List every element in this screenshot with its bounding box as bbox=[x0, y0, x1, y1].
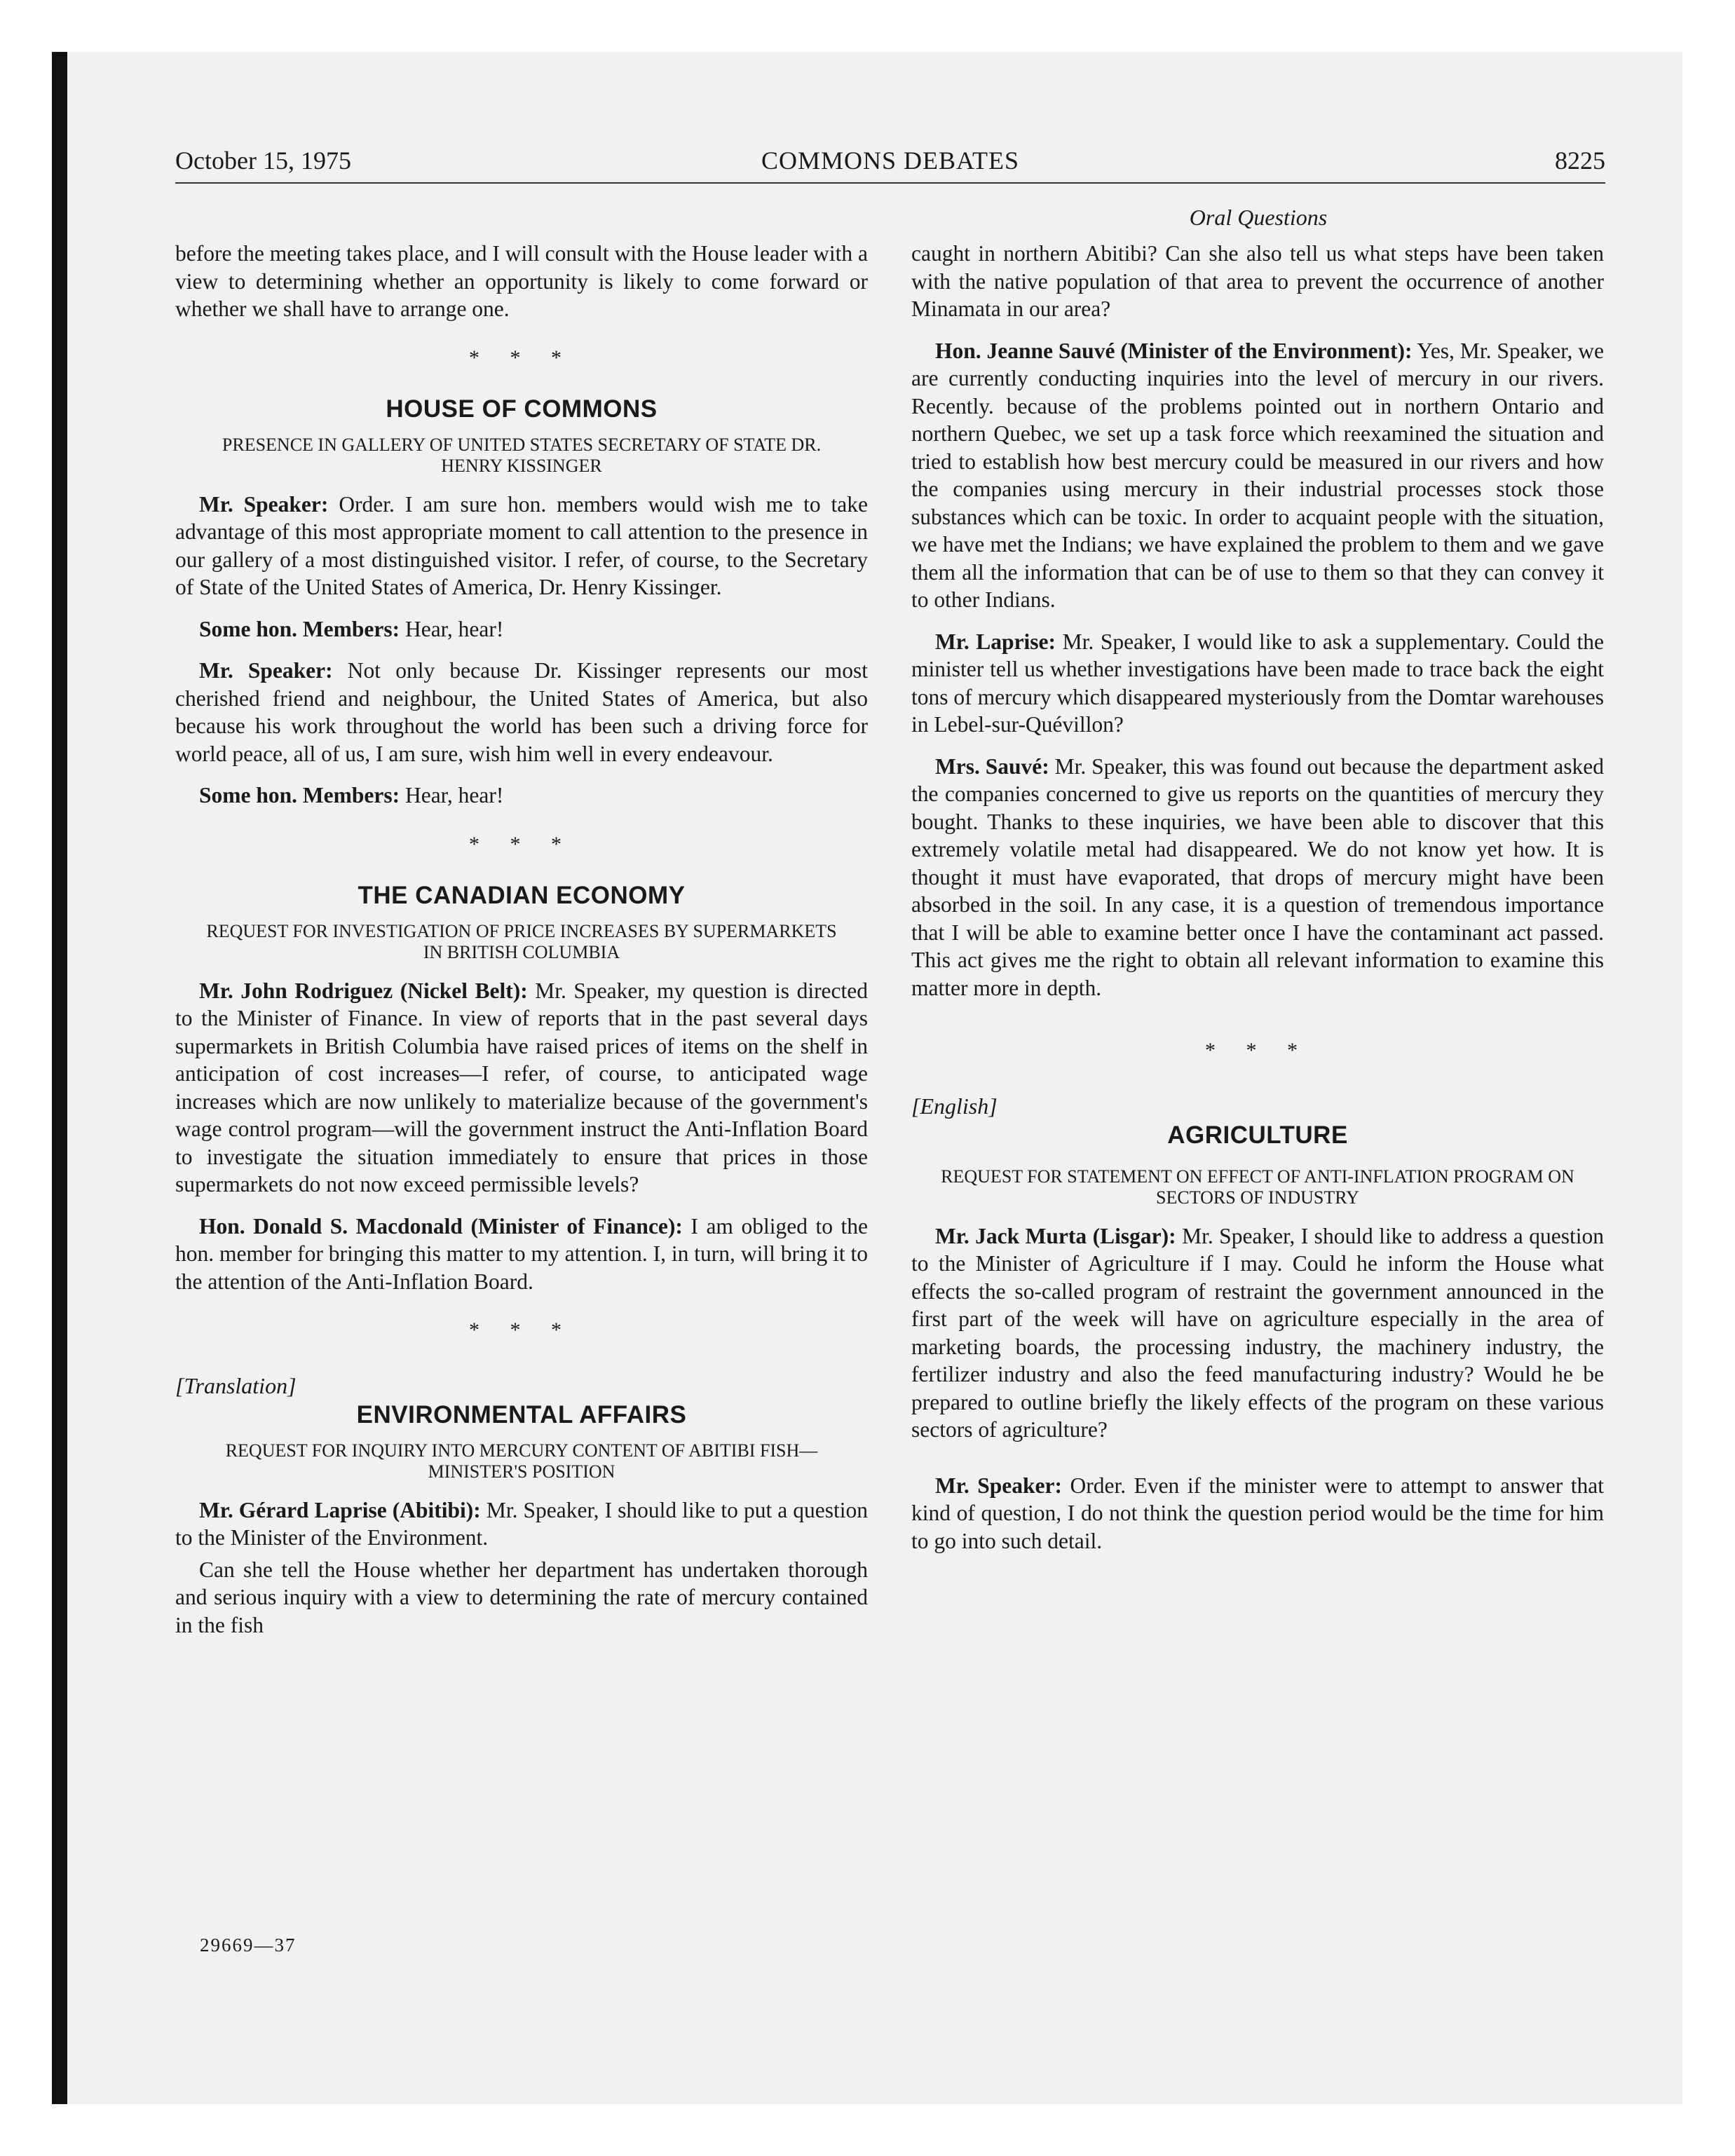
speech-text: Order. Even if the minister were to attempt to answer that kind of question, I do not think the question period would be the time for him to go into such detail. bbox=[911, 1473, 1604, 1553]
running-head: Oral Questions bbox=[1189, 205, 1328, 230]
section-divider: * * * bbox=[469, 1318, 574, 1342]
paragraph bbox=[911, 753, 1604, 1002]
section-subhead: REQUEST FOR STATEMENT ON EFFECT OF ANTI-INFLATION PROGRAM ON SECTORS OF INDUSTRY bbox=[941, 1166, 1574, 1208]
section-title: HOUSE OF COMMONS bbox=[386, 395, 658, 423]
header-title: COMMONS DEBATES bbox=[761, 146, 1020, 175]
section-title: THE CANADIAN ECONOMY bbox=[358, 882, 686, 909]
page-header bbox=[175, 146, 1605, 184]
section-subhead: REQUEST FOR INQUIRY INTO MERCURY CONTENT OF ABITIBI FISH—MINISTER'S POSITION bbox=[225, 1440, 818, 1482]
section-title: AGRICULTURE bbox=[1167, 1121, 1348, 1149]
paragraph bbox=[175, 657, 868, 767]
header-date: October 15, 1975 bbox=[175, 146, 351, 175]
speaker-name: Mr. Speaker: bbox=[199, 491, 329, 517]
speaker-name: Some hon. Members: bbox=[199, 616, 400, 641]
paragraph bbox=[175, 1213, 868, 1296]
paragraph: Can she tell the House whether her department has undertaken thorough and serious inquiry with a view to determining the rate of mercury contained in the fish bbox=[175, 1557, 868, 1637]
speech-text: Mr. Speaker, I should like to put a question to the Minister of the Environment. bbox=[175, 1497, 868, 1550]
paragraph bbox=[911, 1222, 1604, 1444]
paragraph bbox=[911, 1472, 1604, 1555]
section-divider: * * * bbox=[469, 346, 574, 369]
speaker-name: Mr. Gérard Laprise (Abitibi): bbox=[199, 1497, 481, 1522]
section-subhead: REQUEST FOR INVESTIGATION OF PRICE INCREASES BY SUPERMARKETS IN BRITISH COLUMBIA bbox=[206, 920, 837, 962]
language-marker: [Translation] bbox=[175, 1372, 297, 1398]
speaker-name: Hon. Donald S. Macdonald (Minister of Finance): bbox=[199, 1213, 683, 1239]
speech-text: Mr. Speaker, I should like to address a question to the Minister of Agriculture if I may. Could he inform the House what effects the so-called program of restraint the government announced in the first part of the week will have on agriculture especially in the area of marketing boards, the processing industry, the machinery industry, the fertilizer industry and also the feed manufacturing industry? Would he be prepared to outline briefly the likely effects of the program on these various sectors of agriculture? bbox=[911, 1223, 1605, 1442]
speech-text: I am obliged to the hon. member for bringing this matter to my attention. I, in turn, will bring it to the attention of the Anti-Inflation Board. bbox=[175, 1213, 868, 1294]
speaker-name: Some hon. Members: bbox=[199, 783, 400, 807]
paragraph bbox=[175, 977, 868, 1199]
page-number: 8225 bbox=[1555, 146, 1605, 175]
speaker-name: Mrs. Sauvé: bbox=[935, 753, 1049, 779]
paragraph bbox=[175, 1496, 868, 1552]
right-column bbox=[911, 240, 1604, 1555]
speaker-name: Mr. John Rodriguez (Nickel Belt): bbox=[199, 978, 528, 1003]
section-title: ENVIRONMENTAL AFFAIRS bbox=[356, 1401, 687, 1428]
paragraph bbox=[911, 628, 1604, 739]
paragraph bbox=[175, 782, 868, 810]
speech-text: Hear, hear! bbox=[404, 616, 504, 641]
paragraph bbox=[175, 491, 868, 601]
paragraph bbox=[175, 615, 868, 643]
paragraph: caught in northern Abitibi? Can she also tell us what steps have been taken with the native population of that area to prevent the occurrence of another Minamata in our area? bbox=[911, 241, 1604, 321]
section-divider: * * * bbox=[469, 832, 574, 856]
language-marker: [English] bbox=[911, 1093, 998, 1119]
section-divider: * * * bbox=[1205, 1039, 1310, 1062]
paragraph: before the meeting takes place, and I will consult with the House leader with a view to determining whether an opportunity is likely to come forward or whether we shall have to arrange one. bbox=[175, 241, 868, 321]
speech-text: Hear, hear! bbox=[404, 783, 504, 807]
speech-text: Not only because Dr. Kissinger represents our most cherished friend and neighbour, the United States of America, but also because his work throughout the world has been such a driving force for world peace, all of us, I am sure, wish him well in every endeavour. bbox=[175, 658, 869, 766]
speaker-name: Mr. Jack Murta (Lisgar): bbox=[935, 1223, 1176, 1248]
speaker-name: Mr. Speaker: bbox=[199, 658, 333, 683]
paragraph bbox=[911, 337, 1604, 614]
speech-text: Order. I am sure hon. members would wish me to take advantage of this most appropriate moment to call attention to the presence in our gallery of a most distinguished visitor. I refer, of course, to the Secretary of State of the United States of America, Dr. Henry Kissinger. bbox=[175, 491, 868, 599]
speech-text: Yes, Mr. Speaker, we are currently conducting inquiries into the level of mercury in our rivers. Recently. because of the problems pointed out in northern Ontario and northern Quebec, we set up a task force which reexamined the situation and tried to establish how best mercury could be measured in our rivers and how the companies using mercury in their industrial processes stock those substances which can be toxic. In order to acquaint people with the situation, we have met the Indians; we have explained the problem to them and we gave them all the information that can be of use to them so that they can convey it to other Indians. bbox=[911, 338, 1605, 612]
scan-edge bbox=[52, 52, 67, 2104]
speaker-name: Mr. Speaker: bbox=[935, 1473, 1062, 1498]
speech-text: Mr. Speaker, my question is directed to the Minister of Finance. In view of reports that in the past several days supermarkets in British Columbia have raised prices of items on the shelf in anticipation of cost increases—I refer, of course, to anticipated wage increases which are now unlikely to materialize because of the government's wage control program—will the government instruct the Anti-Inflation Board to investigate the situation immediately to ensure that prices in those supermarkets do not now exceed permissible levels? bbox=[175, 978, 869, 1196]
footer-code: 29669—37 bbox=[200, 1935, 297, 1956]
speaker-name: Mr. Laprise: bbox=[935, 629, 1056, 654]
speaker-name: Hon. Jeanne Sauvé (Minister of the Environment): bbox=[935, 338, 1413, 363]
section-subhead: PRESENCE IN GALLERY OF UNITED STATES SECRETARY OF STATE DR. HENRY KISSINGER bbox=[222, 434, 822, 476]
speech-text: Mr. Speaker, I would like to ask a supplementary. Could the minister tell us whether investigations have been made to trace back the eight tons of mercury which disappeared mysteriously from the Domtar warehouses in Lebel-sur-Quévillon? bbox=[911, 629, 1605, 737]
speech-text: Mr. Speaker, this was found out because the department asked the companies concerned to give us reports on the quantities of mercury they bought. Thanks to these inquiries, we have been able to discover that this extremely volatile metal had disappeared. We do not know yet how. It is thought it must have evaporated, that drops of mercury might have been absorbed in the soil. In any case, it is a question of tremendous importance that I will be able to examine better once I have the contaminant act passed. This act gives me the right to obtain all relevant information to examine this matter more in depth. bbox=[911, 753, 1605, 1000]
left-column bbox=[175, 240, 868, 1639]
